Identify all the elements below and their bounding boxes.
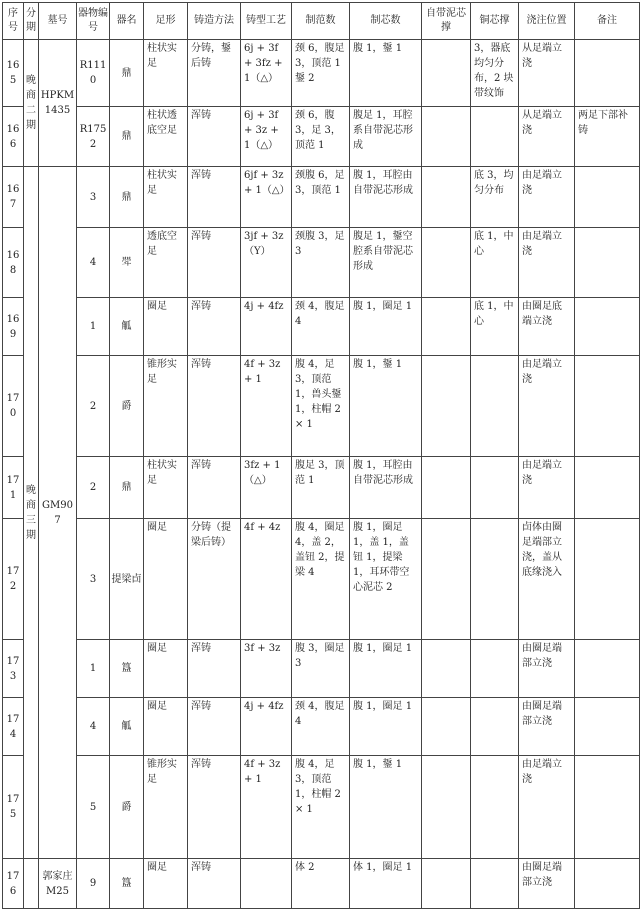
foot-shape: 柱状实足: [144, 167, 188, 228]
phase-cell: 晚商二期: [24, 40, 39, 167]
mold-count: 体 2: [292, 859, 350, 909]
casting-method: 浑铸: [188, 167, 241, 228]
row-no: 172: [3, 519, 24, 640]
phase-cell: 晚商三期: [24, 167, 39, 859]
mold-process: 6jf + 3z + 1（△）: [241, 167, 292, 228]
self-core-support: [422, 457, 471, 519]
core-count: 腹 1，耳腔由自带泥芯形成: [350, 457, 422, 519]
core-count: 腹 1，圈足 1: [350, 640, 422, 698]
self-core-support: [422, 756, 471, 859]
pour-position: 卣体由圈足端部立浇，盖从底缘浇入: [519, 519, 575, 640]
mold-process: [241, 859, 292, 909]
casting-method: 浑铸: [188, 756, 241, 859]
foot-shape: 圈足: [144, 640, 188, 698]
mold-count: 腹 4，足 3，顶范 1，柱帽 2 × 1: [292, 756, 350, 859]
item-code: 4: [77, 698, 110, 756]
pour-position: 由圈足端部立浇: [519, 698, 575, 756]
note: [575, 40, 640, 107]
tomb-cell: GM907: [39, 167, 77, 859]
item-name: 鼎: [110, 167, 144, 228]
mold-process: 4f + 3z + 1: [241, 356, 292, 457]
note: [575, 859, 640, 909]
item-name: 鼎: [110, 457, 144, 519]
pour-position: 由圈足端部立浇: [519, 859, 575, 909]
casting-method: 浑铸: [188, 228, 241, 298]
pour-position: 由足端立浇: [519, 228, 575, 298]
casting-method: 浑铸: [188, 298, 241, 356]
core-count: 腹 1，圈足 1，盖 1，盖钮 1，提梁 1，耳环带空心泥芯 2: [350, 519, 422, 640]
col-header-no: 序号: [3, 3, 24, 40]
mold-count: 腹 4，圈足 4，盖 2，盖钮 2，提梁 4: [292, 519, 350, 640]
mold-process: 4f + 4z: [241, 519, 292, 640]
row-no: 170: [3, 356, 24, 457]
copper-core-support: 底 1，中心: [471, 228, 519, 298]
table-row: [3, 756, 640, 859]
foot-shape: 柱状透底空足: [144, 107, 188, 167]
item-name: 簋: [110, 859, 144, 909]
col-header-code: 器物编号: [77, 3, 110, 40]
table-row: [3, 859, 640, 909]
row-no: 173: [3, 640, 24, 698]
item-name: 簋: [110, 640, 144, 698]
note: [575, 640, 640, 698]
casting-method: 分铸（提梁后铸）: [188, 519, 241, 640]
note: [575, 356, 640, 457]
note: [575, 457, 640, 519]
foot-shape: 圈足: [144, 698, 188, 756]
item-code: 1: [77, 298, 110, 356]
item-code: R1110: [77, 40, 110, 107]
casting-method: 浑铸: [188, 107, 241, 167]
copper-core-support: [471, 457, 519, 519]
row-no: 167: [3, 167, 24, 228]
self-core-support: [422, 228, 471, 298]
item-code: 2: [77, 457, 110, 519]
pour-position: 由圈足端部立浇: [519, 640, 575, 698]
mold-count: 颈 6，腹 3，足 3，顶范 1: [292, 107, 350, 167]
mold-process: 4j + 4fz: [241, 698, 292, 756]
note: [575, 228, 640, 298]
row-no: 175: [3, 756, 24, 859]
table-row: [3, 40, 640, 107]
self-core-support: [422, 107, 471, 167]
note: [575, 698, 640, 756]
col-header-phase: 分期: [24, 3, 39, 40]
mold-count: 腹 3，圈足 3: [292, 640, 350, 698]
row-no: 166: [3, 107, 24, 167]
mold-count: 颈 4，腹足 4: [292, 298, 350, 356]
self-core-support: [422, 298, 471, 356]
mold-process: 3jf + 3z（Y）: [241, 228, 292, 298]
foot-shape: 圈足: [144, 859, 188, 909]
col-header-name: 器名: [110, 3, 144, 40]
self-core-support: [422, 167, 471, 228]
row-no: 169: [3, 298, 24, 356]
note: [575, 298, 640, 356]
item-name: 鼎: [110, 40, 144, 107]
table-row: [3, 167, 640, 228]
table-row: [3, 356, 640, 457]
casting-data-table: [2, 2, 640, 909]
col-header-self-support: 自带泥芯撑: [422, 3, 471, 40]
core-count: 腹 1，圈足 1: [350, 698, 422, 756]
self-core-support: [422, 640, 471, 698]
casting-method: 浑铸: [188, 859, 241, 909]
table-row: [3, 228, 640, 298]
casting-method: 浑铸: [188, 457, 241, 519]
mold-count: 颈 4，腹足 4: [292, 698, 350, 756]
note: 两足下部补铸: [575, 107, 640, 167]
phase-cell-empty: [24, 859, 39, 909]
item-name: 觚: [110, 698, 144, 756]
note: [575, 756, 640, 859]
table-row: [3, 640, 640, 698]
table-row: [3, 298, 640, 356]
row-no: 174: [3, 698, 24, 756]
pour-position: 从足端立浇: [519, 107, 575, 167]
mold-count: 颈 6，腹足 3，顶范 1 鋬 2: [292, 40, 350, 107]
foot-shape: 柱状实足: [144, 40, 188, 107]
mold-count: 颈腹 3，足 3: [292, 228, 350, 298]
row-no: 171: [3, 457, 24, 519]
core-count: 腹 1，圈足 1: [350, 298, 422, 356]
casting-method: 浑铸: [188, 640, 241, 698]
header-row: [3, 3, 640, 40]
casting-method: 浑铸: [188, 356, 241, 457]
foot-shape: 锥形实足: [144, 756, 188, 859]
item-code: 3: [77, 167, 110, 228]
pour-position: 由圈足底端立浇: [519, 298, 575, 356]
col-header-cores: 制芯数: [350, 3, 422, 40]
copper-core-support: 3，器底均匀分布，2 块带纹饰: [471, 40, 519, 107]
pour-position: 由足端立浇: [519, 167, 575, 228]
mold-count: 颈腹 6，足 3，顶范 1: [292, 167, 350, 228]
copper-core-support: 底 1，中心: [471, 298, 519, 356]
mold-process: 4f + 3z + 1: [241, 756, 292, 859]
item-code: R1752: [77, 107, 110, 167]
pour-position: 由足端立浇: [519, 756, 575, 859]
table-row: [3, 107, 640, 167]
item-code: 9: [77, 859, 110, 909]
row-no: 165: [3, 40, 24, 107]
mold-process: 3fz + 1（△）: [241, 457, 292, 519]
col-header-process: 铸型工艺: [241, 3, 292, 40]
casting-method: 分铸，鋬后铸: [188, 40, 241, 107]
copper-core-support: [471, 107, 519, 167]
item-code: 2: [77, 356, 110, 457]
foot-shape: 柱状实足: [144, 457, 188, 519]
mold-process: 6j + 3f + 3fz + 1（△）: [241, 40, 292, 107]
tomb-cell: 郭家庄 M25: [39, 859, 77, 909]
item-code: 4: [77, 228, 110, 298]
col-header-pour: 浇注位置: [519, 3, 575, 40]
mold-count: 腹 4，足 3，顶范 1，兽头鋬 1，柱帽 2 × 1: [292, 356, 350, 457]
mold-process: 6j + 3f + 3z + 1（△）: [241, 107, 292, 167]
col-header-molds: 制范数: [292, 3, 350, 40]
tomb-cell: HPKM 1435: [39, 40, 77, 167]
foot-shape: 圈足: [144, 298, 188, 356]
core-count: 腹足 1，鋬空腔系自带泥芯形成: [350, 228, 422, 298]
copper-core-support: [471, 698, 519, 756]
foot-shape: 锥形实足: [144, 356, 188, 457]
self-core-support: [422, 859, 471, 909]
core-count: 腹 1，鋬 1: [350, 356, 422, 457]
table-row: [3, 698, 640, 756]
core-count: 体 1，圈足 1: [350, 859, 422, 909]
document-page: [2, 2, 628, 914]
copper-core-support: [471, 519, 519, 640]
copper-core-support: [471, 859, 519, 909]
note: [575, 167, 640, 228]
copper-core-support: [471, 356, 519, 457]
pour-position: 从足端立浇: [519, 40, 575, 107]
casting-method: 浑铸: [188, 698, 241, 756]
table-row: [3, 457, 640, 519]
row-no: 176: [3, 859, 24, 909]
table-row: [3, 519, 640, 640]
self-core-support: [422, 356, 471, 457]
item-name: 斝: [110, 228, 144, 298]
self-core-support: [422, 698, 471, 756]
core-count: 腹 1，鋬 1: [350, 40, 422, 107]
pour-position: 由足端立浇: [519, 457, 575, 519]
item-name: 爵: [110, 356, 144, 457]
core-count: 腹 1，耳腔由自带泥芯形成: [350, 167, 422, 228]
col-header-foot: 足形: [144, 3, 188, 40]
copper-core-support: [471, 756, 519, 859]
col-header-note: 备注: [575, 3, 640, 40]
copper-core-support: 底 3，均匀分布: [471, 167, 519, 228]
foot-shape: 圈足: [144, 519, 188, 640]
core-count: 腹 1，鋬 1: [350, 756, 422, 859]
self-core-support: [422, 40, 471, 107]
mold-process: 4j + 4fz: [241, 298, 292, 356]
mold-process: 3f + 3z: [241, 640, 292, 698]
note: [575, 519, 640, 640]
item-name: 觚: [110, 298, 144, 356]
item-name: 鼎: [110, 107, 144, 167]
foot-shape: 透底空足: [144, 228, 188, 298]
copper-core-support: [471, 640, 519, 698]
item-name: 提梁卣: [110, 519, 144, 640]
pour-position: 由足端立浇: [519, 356, 575, 457]
item-code: 3: [77, 519, 110, 640]
col-header-casting: 铸造方法: [188, 3, 241, 40]
item-name: 爵: [110, 756, 144, 859]
item-code: 1: [77, 640, 110, 698]
mold-count: 腹足 3，顶范 1: [292, 457, 350, 519]
core-count: 腹足 1，耳腔系自带泥芯形成: [350, 107, 422, 167]
item-code: 5: [77, 756, 110, 859]
row-no: 168: [3, 228, 24, 298]
self-core-support: [422, 519, 471, 640]
col-header-tomb: 墓号: [39, 3, 77, 40]
col-header-copper-support: 铜芯撑: [471, 3, 519, 40]
